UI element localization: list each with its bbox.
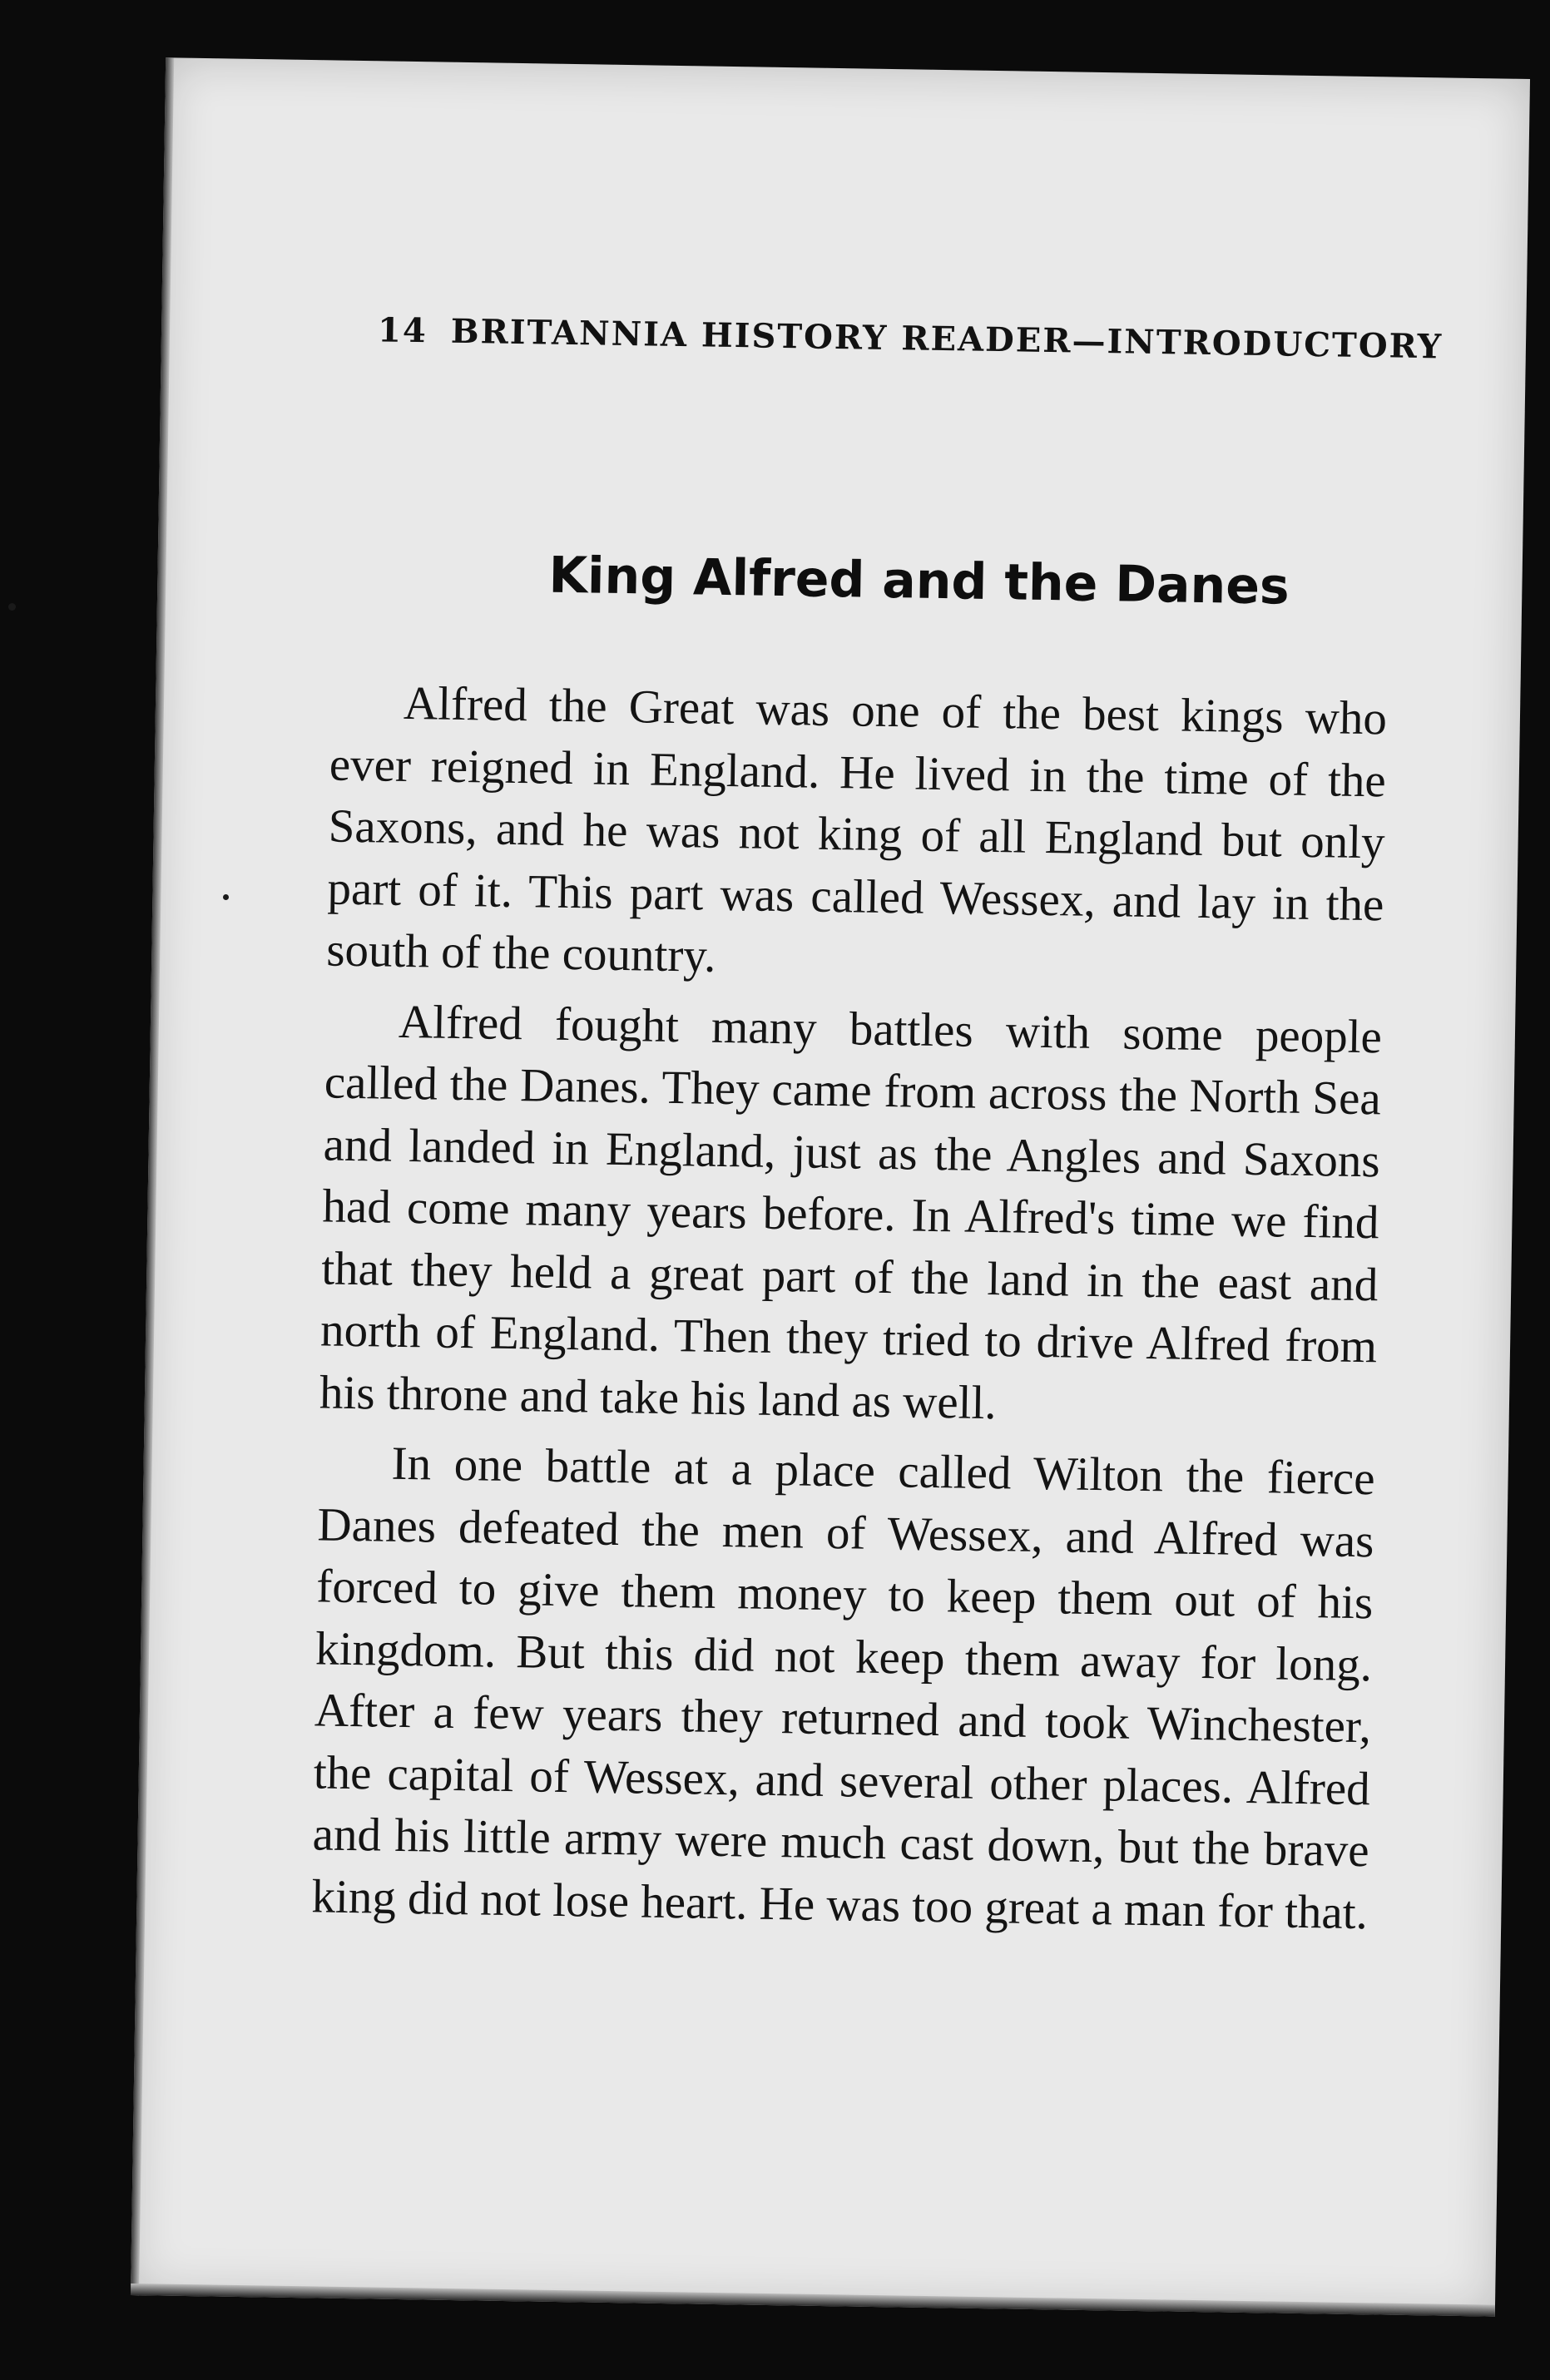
body-text <box>311 671 1388 1952</box>
paragraph: Alfred the Great was one of the best kings who ever reigned in England. He lived in the time of the Saxons, and he was not king of all England but only part of it. This part was called Wessex, and lay in the south of the country. <box>325 676 1388 982</box>
running-header <box>378 310 1460 366</box>
page-number: 14 <box>377 310 428 351</box>
chapter-title: King Alfred and the Danes <box>547 546 1290 616</box>
book-page <box>131 57 1530 2316</box>
book-title: BRITANNIA HISTORY READER—INTRODUCTORY <box>450 311 1444 367</box>
dust-speck <box>8 603 16 611</box>
paragraph: In one battle at a place called Wilton the fierce Danes defeated the men of Wessex, and Alfred was forced to give them money to keep them out of his kingdom. But this did not keep them away for long. After a few years they returned and took Winchester, the capital of Wessex, and several other places. Alfred and his little army were much cast down, but the brave king did not lose heart. He was too great a man for that. <box>311 1437 1376 1939</box>
paragraph: Alfred fought many battles with some people called the Danes. They came from across the North Sea and landed in England, just as the Angles and Saxons had come many years before. In Alfred's time we find that they held a great part of the land in the east and north of England. Then they tried to drive Alfred from his throne and take his land as well. <box>319 995 1383 1429</box>
dust-speck <box>223 894 229 900</box>
